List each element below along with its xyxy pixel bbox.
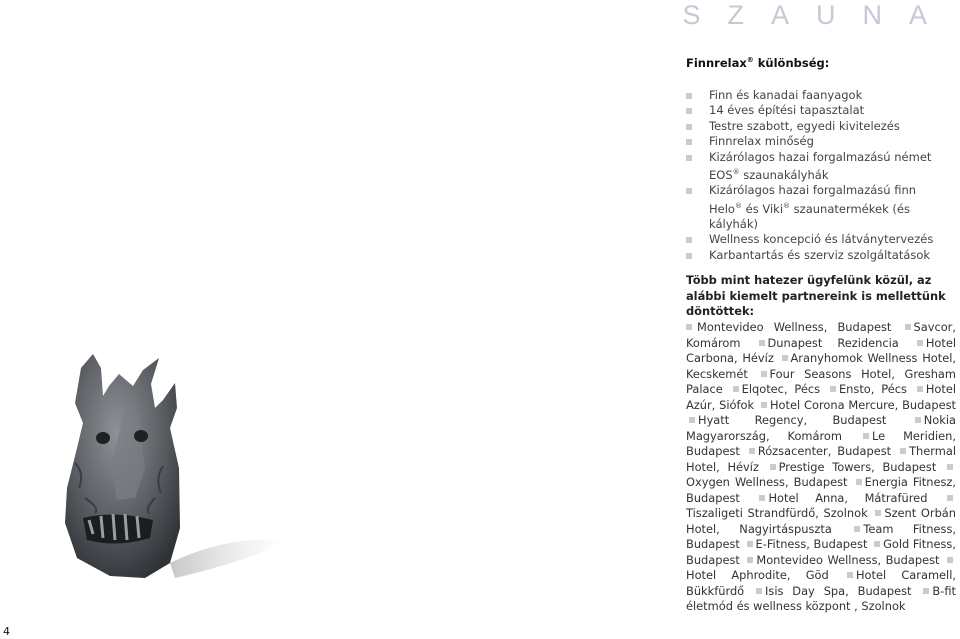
bullet-square <box>689 417 695 423</box>
bullet-square <box>905 324 911 330</box>
partner-name: Aranyhomok Wellness Hotel, Kecskemét <box>686 351 956 381</box>
partner-name: Hyatt Regency, Budapest <box>698 413 887 427</box>
bullet-square <box>770 464 776 470</box>
page-title: SZAUNA <box>682 0 954 30</box>
bullet-square <box>915 417 921 423</box>
feature-list <box>686 88 951 263</box>
bullet-square <box>761 402 767 408</box>
mask-shadow <box>170 539 283 578</box>
partner-name: Gold Fitness, Budapest <box>686 537 956 567</box>
feature-text: Finn és kanadai faanyagok <box>709 88 863 102</box>
clients-heading: Több mint hatezer ügyfelünk közül, az alábbi kiemelt partnereink is mellettünk döntöttek: <box>686 273 946 318</box>
bullet-square <box>686 324 692 330</box>
partner-name: E-Fitness, Budapest <box>755 537 868 551</box>
bullet-square <box>830 386 836 392</box>
feature-item <box>686 134 951 149</box>
partner-name: Hotel Aphrodite, Göd <box>686 568 829 582</box>
partner-name: Montevideo Wellness, Budapest <box>697 320 892 334</box>
registered-mark: ® <box>783 201 791 210</box>
feature-item <box>686 248 951 263</box>
feature-item <box>686 150 951 184</box>
partner-name: Le Meridien, Budapest <box>686 428 957 458</box>
partner-name: Energia Fitnesz, Budapest <box>686 475 956 505</box>
bullet-square <box>863 433 869 439</box>
feature-item <box>686 183 951 232</box>
partner-name: Hotel Anna, Mátrafüred <box>768 490 928 505</box>
bullet-square <box>782 355 788 361</box>
bullet-square <box>747 541 753 547</box>
bullet-square <box>900 448 906 454</box>
partner-name: Rózsacenter, Budapest <box>757 444 892 458</box>
partner-name: Hotel Azúr, Siófok <box>686 382 956 412</box>
bullet-square <box>923 588 929 594</box>
bullet-square <box>733 386 739 392</box>
partner-name: Thermal Hotel, Hévíz <box>686 444 956 474</box>
feature-text: Kizárólagos hazai forgalmazású finn Helo <box>709 183 917 216</box>
feature-text: szaunakályhák <box>739 167 829 182</box>
feature-text: és Viki <box>741 201 784 216</box>
feature-text: Karbantartás és szerviz szolgáltatások <box>709 247 931 262</box>
feature-item <box>686 119 951 134</box>
partner-name: B-fit életmód és wellness központ , Szolnok <box>686 583 956 613</box>
bullet-square <box>854 526 860 532</box>
partner-name: Oxygen Wellness, Budapest <box>686 475 848 489</box>
bullet-square <box>947 557 953 563</box>
partner-name: Szent Orbán Hotel, Nagyirtáspuszta <box>686 506 956 536</box>
feature-item <box>686 88 951 103</box>
feature-text: Wellness koncepció és látványtervezés <box>709 232 934 247</box>
mask-right-eye <box>134 430 148 442</box>
partner-name: Savcor, Komárom <box>686 320 956 350</box>
bullet-square <box>747 557 753 563</box>
partner-name: Hotel Caramell, Bükkfürdő <box>686 568 956 598</box>
feature-text: Testre szabott, egyedi kivitelezés <box>709 118 900 133</box>
bullet-square <box>761 371 767 377</box>
feature-item <box>686 232 951 247</box>
partner-name: Elqotec, Pécs <box>741 382 821 396</box>
partner-name: Hotel Corona Mercure, Budapest <box>769 397 956 412</box>
bullet-square <box>874 541 880 547</box>
registered-mark: ® <box>734 201 742 210</box>
partner-name: Isis Day Spa, Budapest <box>765 583 912 598</box>
bullet-square <box>917 340 923 346</box>
bullet-square <box>847 572 853 578</box>
feature-text: Finnrelax minőség <box>709 134 814 149</box>
feature-text: Kizárólagos hazai forgalmazású német EOS <box>709 149 932 182</box>
registered-mark: ® <box>746 56 754 65</box>
partner-list <box>686 320 956 615</box>
stone-mask-image <box>55 348 290 588</box>
page-number: 4 <box>3 625 10 638</box>
bullet-square <box>947 464 953 470</box>
bullet-square <box>759 340 765 346</box>
partner-name: Four Seasons Hotel, Gresham Palace <box>686 366 956 396</box>
bullet-square <box>856 479 862 485</box>
bullet-square <box>756 588 762 594</box>
feature-text: 14 éves építési tapasztalat <box>709 103 865 118</box>
partner-name: Ensto, Pécs <box>838 382 907 396</box>
heading-brand: Finnrelax <box>686 56 747 70</box>
mask-mouth <box>83 514 153 543</box>
partner-name: Montevideo Wellness, Budapest <box>756 552 940 567</box>
bullet-square <box>759 495 765 501</box>
partner-name: Nokia Magyarország, Komárom <box>686 413 956 443</box>
partner-name: Hotel Carbona, Hévíz <box>686 335 957 365</box>
finnrelax-heading <box>686 56 829 70</box>
partner-name: Dunapest Rezidencia <box>767 335 899 350</box>
partner-name: Tiszaligeti Strandfürdő, Szolnok <box>686 506 868 520</box>
heading-suffix: különbség: <box>753 56 830 70</box>
partner-name: Prestige Towers, Budapest <box>778 459 937 474</box>
mask-left-eye <box>96 432 110 444</box>
feature-text: szaunatermékek (és kályhák) <box>709 201 910 231</box>
bullet-square <box>947 495 953 501</box>
bullet-square <box>917 386 923 392</box>
partner-name: Team Fitness, Budapest <box>686 521 957 551</box>
feature-item <box>686 103 951 118</box>
registered-mark: ® <box>732 168 740 177</box>
bullet-square <box>749 448 755 454</box>
bullet-square <box>875 510 881 516</box>
